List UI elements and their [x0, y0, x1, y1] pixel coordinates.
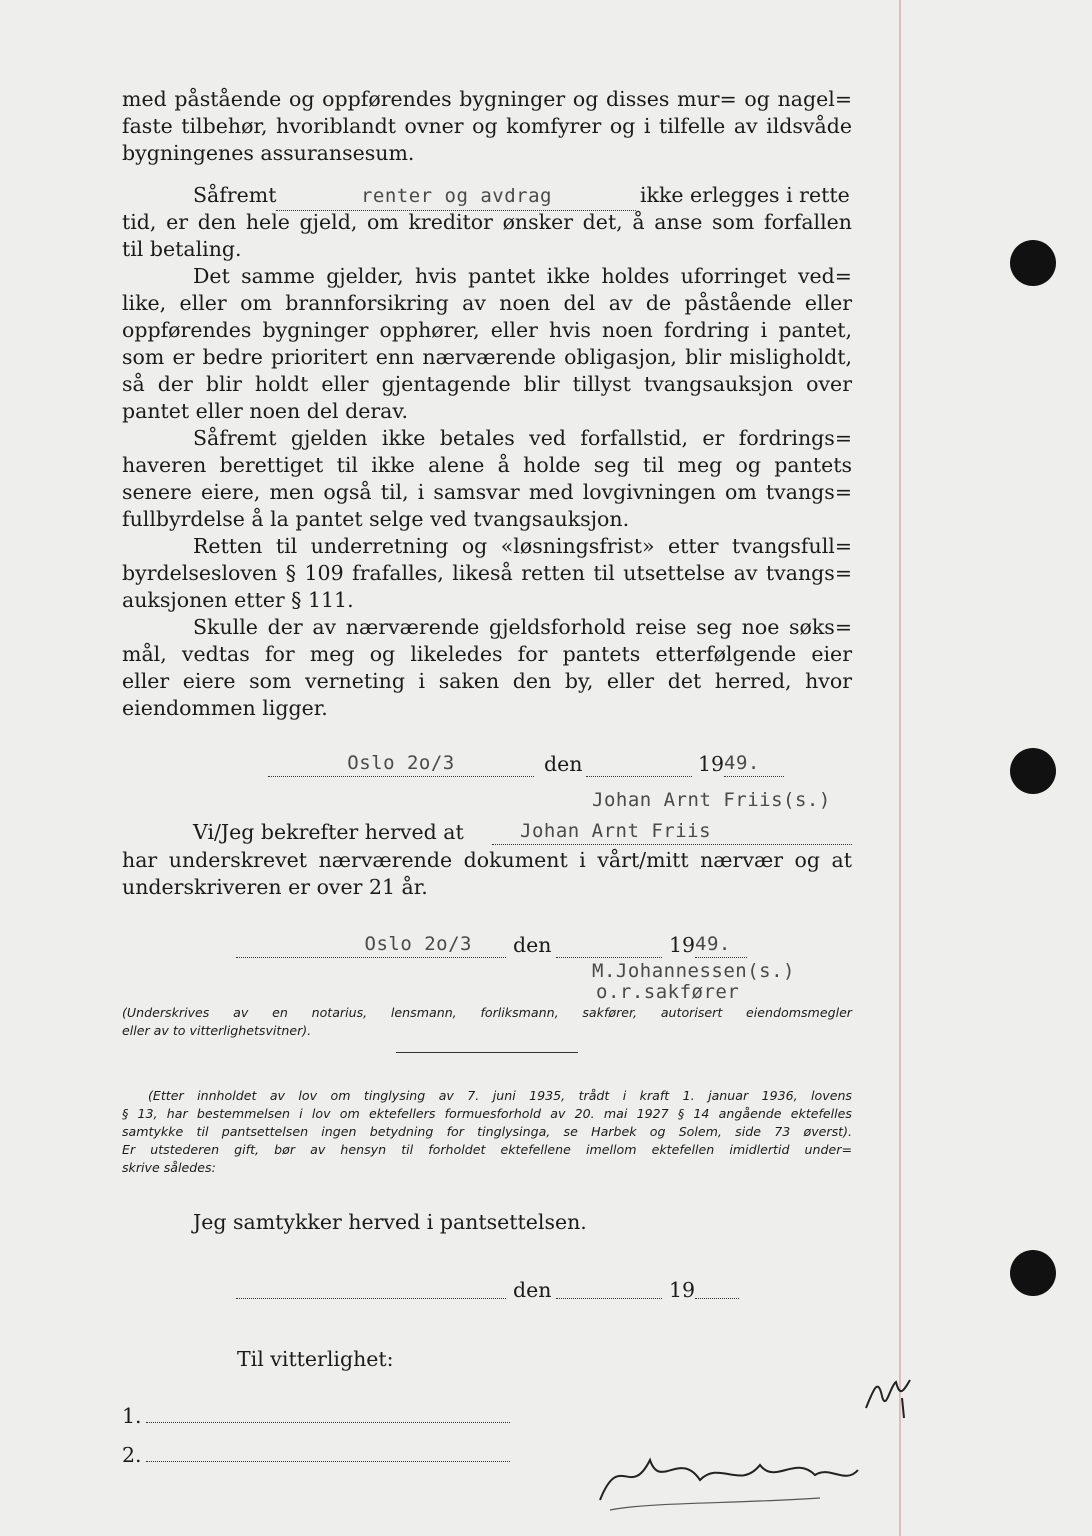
text-line: eiendommen ligger.: [122, 696, 328, 720]
text-line: tid, er den hele gjeld, om kreditor ønsker det, å anse som forfallen: [122, 210, 852, 234]
safremt-fill: renter og avdrag: [276, 183, 636, 211]
date3-day-field: [556, 1298, 662, 1299]
date2-year-field: [695, 933, 747, 958]
text-line: mål, vedtas for meg og likeledes for pantets etterfølgende eier: [122, 642, 852, 666]
date1-year-prefix: 19: [698, 752, 725, 776]
date2-place-field: [236, 933, 506, 958]
text-line: som er bedre prioritert enn nærværende obligasjon, blir misligholdt,: [122, 345, 852, 369]
handwritten-signature: [590, 1440, 870, 1520]
text-line: byrdelsesloven § 109 frafalles, likeså retten til utsettelse av tvangs=: [122, 561, 852, 585]
date1-year: 49.: [724, 752, 760, 774]
date3-year-prefix: 19: [669, 1278, 696, 1302]
date3-den: den: [513, 1278, 552, 1302]
text-line: Såfremt gjelden ikke betales ved forfallstid, er fordrings=: [193, 426, 852, 450]
text-line: like, eller om brannforsikring av noen del av de påstående eller: [122, 291, 852, 315]
note-line: skrive således:: [122, 1160, 216, 1175]
witness-1-number: 1.: [122, 1404, 142, 1428]
date2-den: den: [513, 933, 552, 957]
text-line: underskriveren er over 21 år.: [122, 875, 428, 899]
text-line: senere eiere, men også til, i samsvar med lovgivningen om tvangs=: [122, 480, 852, 504]
text-line: har underskrevet nærværende dokument i vårt/mitt nærvær og at: [122, 848, 852, 872]
witness-2-number: 2.: [122, 1443, 142, 1467]
text-line: eller eiere som verneting i saken den by, eller det herred, hvor: [122, 669, 852, 693]
witness-lead: Vi/Jeg bekrefter herved at: [193, 820, 464, 844]
safremt-lead: Såfremt: [193, 183, 277, 207]
signature-2: M.Johannessen(s.): [592, 960, 795, 982]
vitterlighet-heading: Til vitterlighet:: [237, 1347, 394, 1371]
date3-year-field: [695, 1298, 739, 1299]
punch-hole: [1010, 240, 1056, 286]
witness-name: Johan Arnt Friis: [520, 820, 712, 842]
date2-day-field: [556, 957, 662, 958]
date1-place: Oslo 2o/3: [347, 752, 455, 774]
separator-rule: [396, 1052, 578, 1053]
text-line: Retten til underretning og «løsningsfrist» etter tvangsfull=: [193, 534, 852, 558]
date1-place-field: [268, 752, 534, 777]
text-line: pantet eller noen del derav.: [122, 399, 409, 423]
handwritten-initials: [860, 1368, 920, 1428]
safremt-line: [193, 182, 636, 211]
date2-year: 49.: [695, 933, 731, 955]
date3-place-field: [236, 1298, 506, 1299]
text-line: Det samme gjelder, hvis pantet ikke holdes uforringet ved=: [193, 264, 852, 288]
text-line: oppførendes bygninger opphører, eller hvis noen fordring i pantet,: [122, 318, 852, 342]
note-line: samtykke til pantsettelsen ingen betydning for tinglysinga, se Harbek og Solem, side 73 øverst).: [122, 1124, 852, 1139]
safremt-tail: ikke erlegges i rette: [640, 183, 850, 207]
date2-place: Oslo 2o/3: [364, 933, 472, 955]
punch-hole: [1010, 748, 1056, 794]
text-line: Skulle der av nærværende gjeldsforhold reise seg noe søks=: [193, 615, 852, 639]
note-line: (Underskrives av en notarius, lensmann, forliksmann, sakfører, autorisert eiendomsmegler: [122, 1005, 852, 1020]
text-line: haveren berettiget til ikke alene å holde seg til meg og pantets: [122, 453, 852, 477]
text-line: til betaling.: [122, 237, 242, 261]
note-line: (Etter innholdet av lov om tinglysing av 7. juni 1935, trådt i kraft 1. januar 1936, lovens: [148, 1088, 852, 1103]
note-line: eller av to vitterlighetsvitner).: [122, 1023, 312, 1038]
text-line: så der blir holdt eller gjentagende blir tillyst tvangsauksjon over: [122, 372, 852, 396]
witness-1-field: [146, 1422, 510, 1423]
date1-day-field: [586, 776, 692, 777]
text-line: med påstående og oppførendes bygninger og disses mur= og nagel=: [122, 87, 852, 111]
date1-den: den: [544, 752, 583, 776]
date2-year-prefix: 19: [669, 933, 696, 957]
date1-year-field: [724, 752, 784, 777]
note-line: § 13, har bestemmelsen i lov om ektefellers formuesforhold av 20. mai 1927 § 14 angående ektefelles: [122, 1106, 852, 1121]
signature-1: Johan Arnt Friis(s.): [592, 789, 831, 811]
text-line: auksjonen etter § 111.: [122, 588, 354, 612]
witness-2-field: [146, 1461, 510, 1462]
consent-text: Jeg samtykker herved i pantsettelsen.: [193, 1210, 587, 1234]
witness-name-field: [492, 820, 852, 845]
text-line: bygningenes assuransesum.: [122, 141, 415, 165]
text-line: faste tilbehør, hvoriblandt ovner og komfyrer og i tilfelle av ildsvåde: [122, 114, 852, 138]
signature-2-title: o.r.sakfører: [596, 981, 740, 1003]
margin-rule: [899, 0, 901, 1536]
note-line: Er utstederen gift, bør av hensyn til forholdet ektefellene imellom ektefellen imidlertid under=: [122, 1142, 852, 1157]
text-line: fullbyrdelse å la pantet selge ved tvangsauksjon.: [122, 507, 630, 531]
punch-hole: [1010, 1250, 1056, 1296]
